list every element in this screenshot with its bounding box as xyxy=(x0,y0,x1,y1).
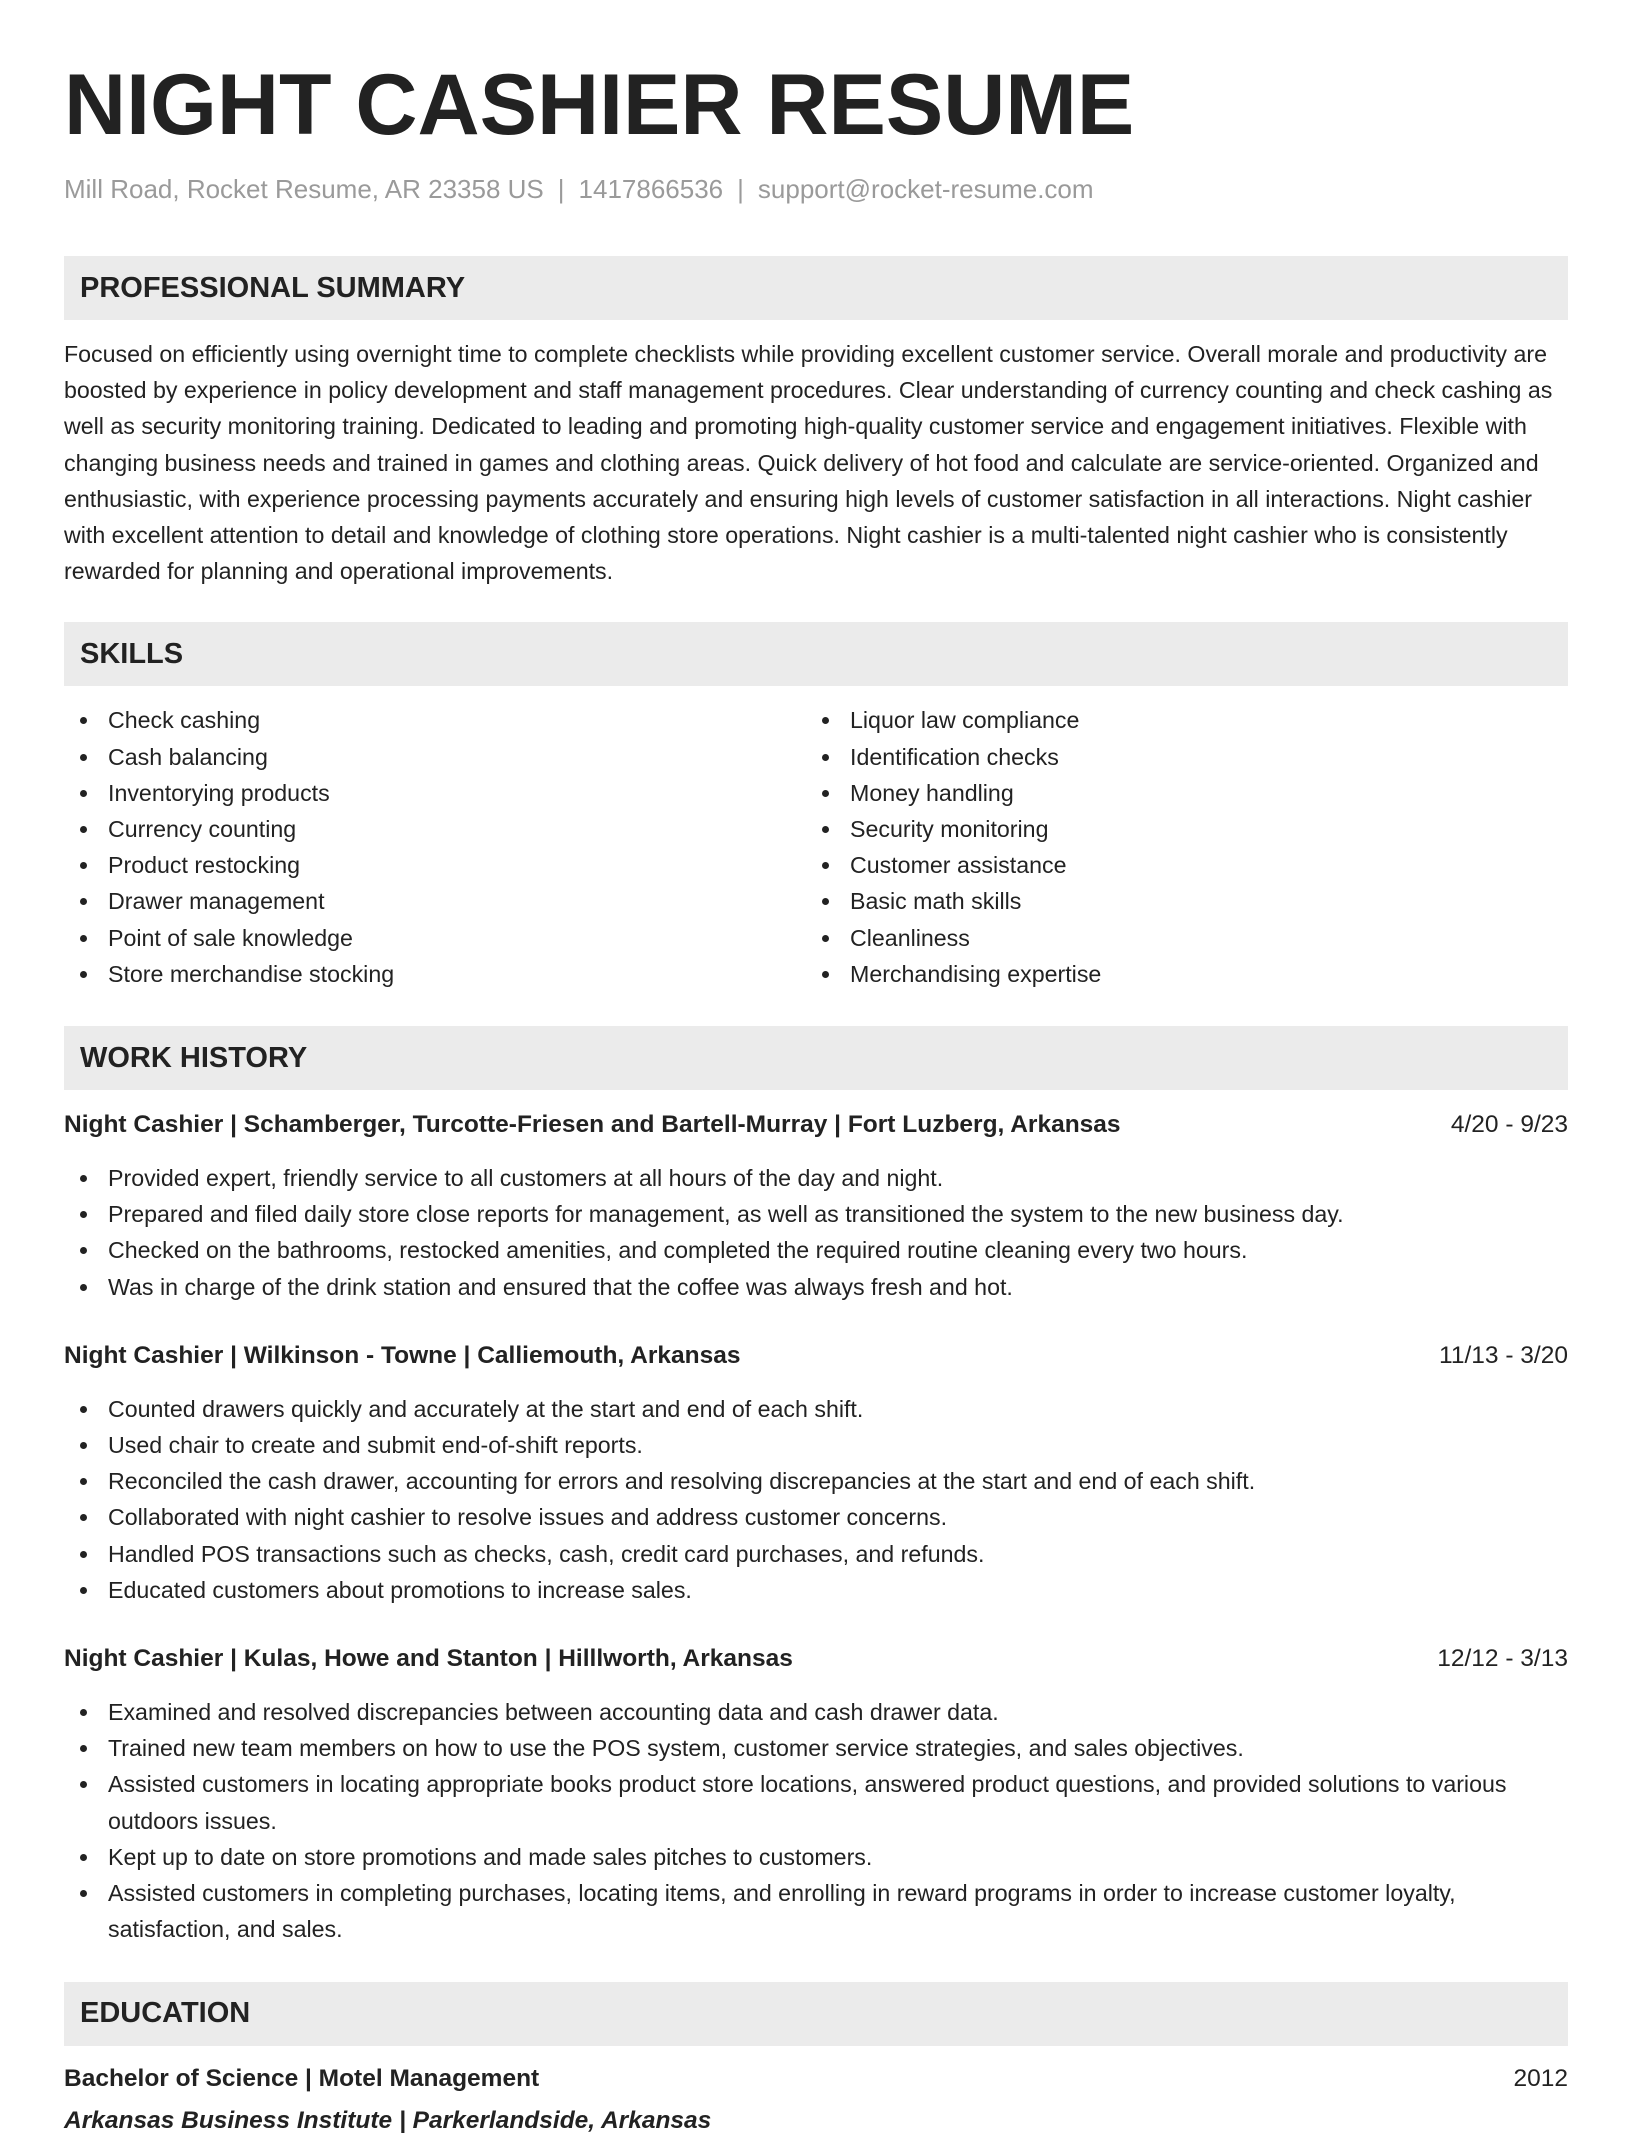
job-entry xyxy=(64,1108,1568,1305)
job-title: Night Cashier | Wilkinson - Towne | Calliemouth, Arkansas xyxy=(64,1341,741,1369)
job-bullet: Trained new team members on how to use the POS system, customer service strategies, and sales objectives. xyxy=(64,1730,1568,1766)
skill-item: Security monitoring xyxy=(806,811,1548,847)
job-title: Night Cashier | Kulas, Howe and Stanton | Hilllworth, Arkansas xyxy=(64,1645,793,1673)
contact-separator: | xyxy=(557,174,565,204)
job-bullets xyxy=(64,1160,1568,1305)
job-dates: 4/20 - 9/23 xyxy=(1450,1111,1568,1139)
job-bullet: Was in charge of the drink station and ensured that the coffee was always fresh and hot. xyxy=(64,1269,1568,1305)
section-heading-summary: PROFESSIONAL SUMMARY xyxy=(64,256,1568,320)
contact-address: Mill Road, Rocket Resume, AR 23358 US xyxy=(64,174,544,204)
job-bullet: Prepared and filed daily store close reports for management, as well as transitioned the system to the new business day. xyxy=(64,1196,1568,1232)
resume-title: NIGHT CASHIER RESUME xyxy=(64,57,1135,153)
job-bullet: Provided expert, friendly service to all customers at all hours of the day and night. xyxy=(64,1160,1568,1196)
job-bullet: Assisted customers in locating appropriate books product store locations, answered product questions, and provided solutions to various outdoors issues. xyxy=(64,1766,1568,1838)
skill-item: Currency counting xyxy=(64,811,806,847)
skill-item: Drawer management xyxy=(64,883,806,919)
job-bullets xyxy=(64,1391,1568,1608)
job-entry xyxy=(64,1642,1568,1947)
job-title: Night Cashier | Schamberger, Turcotte-Friesen and Bartell-Murray | Fort Luzberg, Arkansas xyxy=(64,1111,1121,1139)
job-bullet: Examined and resolved discrepancies between accounting data and cash drawer data. xyxy=(64,1694,1568,1730)
skill-item: Inventorying products xyxy=(64,775,806,811)
summary-text: Focused on efficiently using overnight time to complete checklists while providing excellent customer service. Overall morale and productivity are boosted by experience in policy development and staff management procedures. Clear understanding of currency counting and check cashing as well as security monitoring training. Dedicated to leading and promoting high-quality customer service and engagement initiatives. Flexible with changing business needs and trained in games and clothing areas. Quick delivery of hot food and calculate are service-oriented. Organized and enthusiastic, with experience processing payments accurately and ensuring high levels of customer satisfaction in all interactions. Night cashier with excellent attention to detail and knowledge of clothing store operations. Night cashier is a multi-talented night cashier who is consistently rewarded for planning and operational improvements. xyxy=(64,341,1553,585)
skill-item: Product restocking xyxy=(64,847,806,883)
job-bullet: Used chair to create and submit end-of-shift reports. xyxy=(64,1427,1568,1463)
skills-column-right xyxy=(806,702,1548,992)
job-bullet: Reconciled the cash drawer, accounting for errors and resolving discrepancies at the start and end of each shift. xyxy=(64,1463,1568,1499)
skill-item: Identification checks xyxy=(806,739,1548,775)
job-header xyxy=(64,1108,1568,1142)
job-bullets xyxy=(64,1694,1568,1947)
job-bullet: Kept up to date on store promotions and made sales pitches to customers. xyxy=(64,1839,1568,1875)
skill-item: Merchandising expertise xyxy=(806,956,1548,992)
skills-column-left xyxy=(64,702,806,992)
contact-separator: | xyxy=(737,174,744,204)
skill-item: Point of sale knowledge xyxy=(64,920,806,956)
contact-line xyxy=(64,172,1568,206)
job-header xyxy=(64,1339,1568,1373)
job-header xyxy=(64,1642,1568,1676)
education-header xyxy=(64,2062,1568,2096)
skill-item: Check cashing xyxy=(64,702,806,738)
job-bullet: Collaborated with night cashier to resolve issues and address customer concerns. xyxy=(64,1499,1568,1535)
education-degree: Bachelor of Science | Motel Management xyxy=(64,2064,540,2092)
job-bullet: Handled POS transactions such as checks, cash, credit card purchases, and refunds. xyxy=(64,1536,1568,1572)
resume-page xyxy=(64,56,1568,2138)
job-dates: 12/12 - 3/13 xyxy=(1437,1645,1568,1673)
education-school: Arkansas Business Institute | Parkerlandside, Arkansas xyxy=(64,2106,712,2134)
education-year: 2012 xyxy=(1513,2064,1568,2092)
contact-phone: 1417866536 xyxy=(578,174,724,204)
job-dates: 11/13 - 3/20 xyxy=(1439,1341,1568,1369)
skills-list xyxy=(64,702,1568,992)
skill-item: Cash balancing xyxy=(64,739,806,775)
skill-item: Liquor law compliance xyxy=(806,702,1548,738)
job-bullet: Counted drawers quickly and accurately at the start and end of each shift. xyxy=(64,1391,1568,1427)
skill-item: Cleanliness xyxy=(806,920,1548,956)
skill-item: Money handling xyxy=(806,775,1548,811)
section-heading-work-history: WORK HISTORY xyxy=(64,1026,1568,1090)
contact-email[interactable]: support@rocket-resume.com xyxy=(757,174,1094,204)
skill-item: Store merchandise stocking xyxy=(64,956,806,992)
job-bullet: Assisted customers in completing purchases, locating items, and enrolling in reward programs in order to increase customer loyalty, satisfaction, and sales. xyxy=(64,1875,1568,1947)
skill-item: Customer assistance xyxy=(806,847,1548,883)
job-bullet: Educated customers about promotions to increase sales. xyxy=(64,1572,1568,1608)
section-heading-skills: SKILLS xyxy=(64,622,1568,686)
job-bullet: Checked on the bathrooms, restocked amenities, and completed the required routine cleaning every two hours. xyxy=(64,1232,1568,1268)
section-heading-education: EDUCATION xyxy=(64,1982,1568,2046)
education-entry xyxy=(64,2062,1568,2138)
skill-item: Basic math skills xyxy=(806,883,1548,919)
job-entry xyxy=(64,1339,1568,1608)
